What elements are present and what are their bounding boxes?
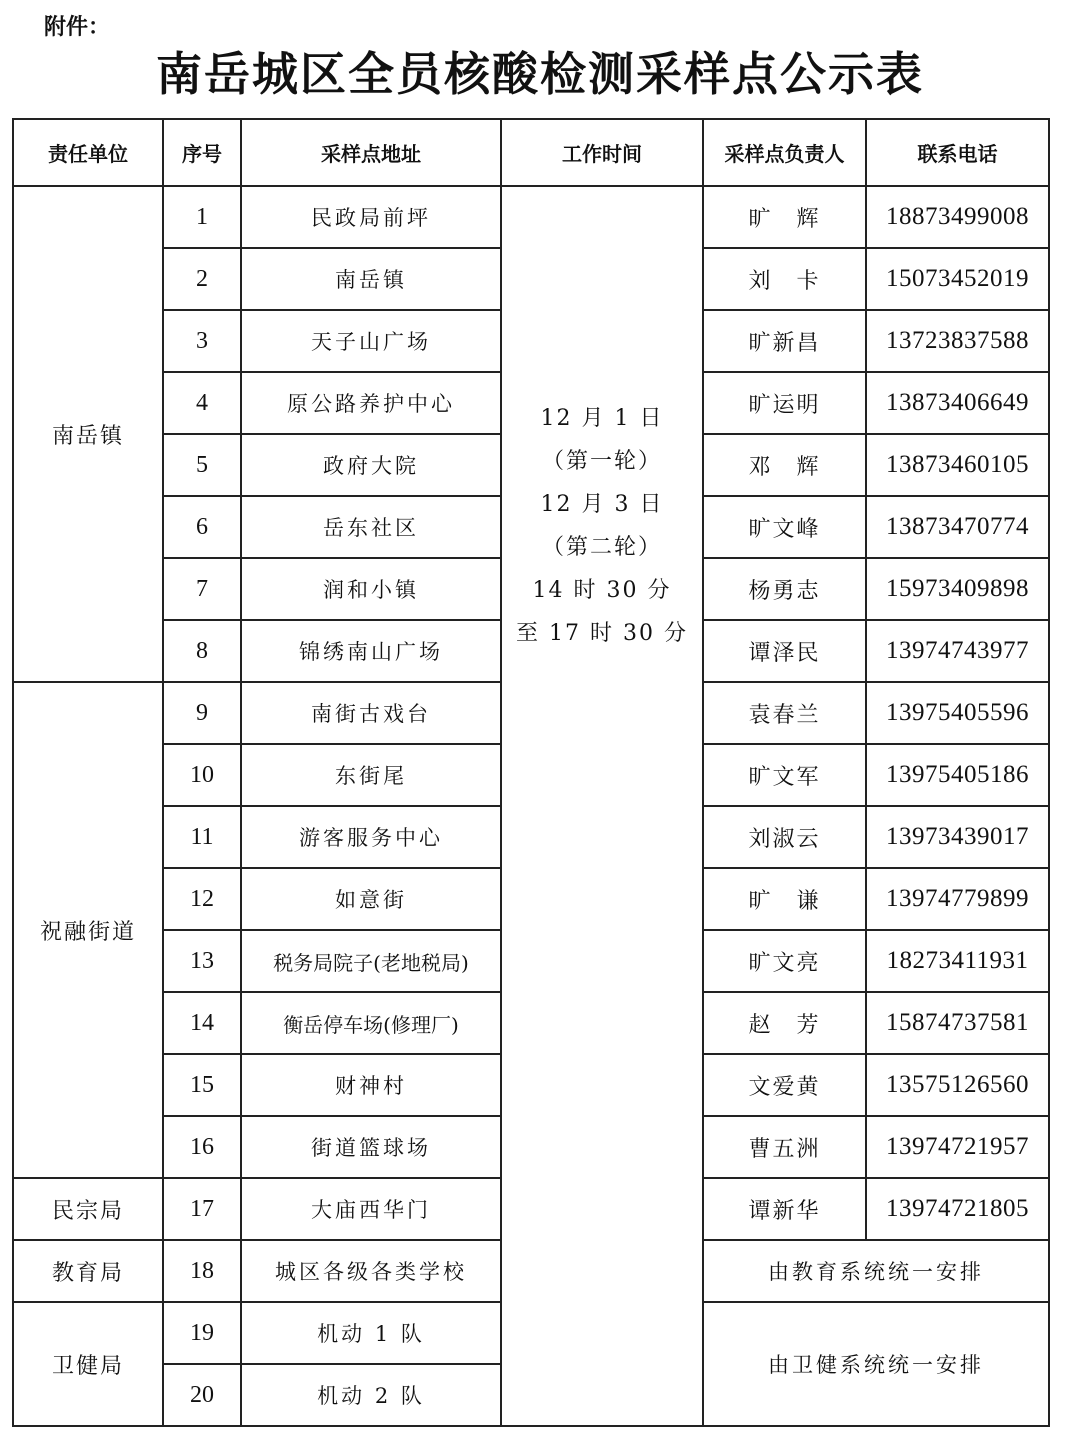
page-title: 南岳城区全员核酸检测采样点公示表 [156, 47, 924, 101]
address-cell: 岳东社区 [241, 496, 501, 558]
phone-cell: 13974743977 [866, 620, 1049, 682]
address-cell: 天子山广场 [241, 310, 501, 372]
address-cell: 大庙西华门 [241, 1178, 501, 1240]
unit-cell-zhurong: 祝融街道 [13, 682, 163, 1178]
person-cell: 赵 芳 [703, 992, 866, 1054]
table-row [13, 186, 1049, 248]
address-cell: 南街古戏台 [241, 682, 501, 744]
phone-cell: 13973439017 [866, 806, 1049, 868]
serial-cell: 11 [163, 806, 241, 868]
unit-cell-jiaoyu: 教育局 [13, 1240, 163, 1302]
serial-cell: 14 [163, 992, 241, 1054]
serial-cell: 1 [163, 186, 241, 248]
phone-cell: 18873499008 [866, 186, 1049, 248]
person-cell: 袁春兰 [703, 682, 866, 744]
unit-cell-nanyue: 南岳镇 [13, 186, 163, 682]
person-cell: 旷文峰 [703, 496, 866, 558]
person-cell: 旷 谦 [703, 868, 866, 930]
attachment-label: 附件： [44, 15, 111, 40]
serial-cell: 9 [163, 682, 241, 744]
sampling-sites-table [12, 118, 1050, 1427]
phone-cell: 18273411931 [866, 930, 1049, 992]
person-cell: 旷文军 [703, 744, 866, 806]
person-cell: 旷新昌 [703, 310, 866, 372]
person-cell: 谭新华 [703, 1178, 866, 1240]
phone-cell: 13974721805 [866, 1178, 1049, 1240]
person-cell: 文爱黄 [703, 1054, 866, 1116]
person-cell: 旷文亮 [703, 930, 866, 992]
header-serial-no: 序号 [163, 119, 241, 186]
address-cell: 机动 2 队 [241, 1364, 501, 1426]
phone-cell: 13873460105 [866, 434, 1049, 496]
phone-cell: 13575126560 [866, 1054, 1049, 1116]
address-cell: 政府大院 [241, 434, 501, 496]
header-responsible-unit: 责任单位 [13, 119, 163, 186]
work-time-line: 至 17 时 30 分 [516, 621, 688, 646]
arrangement-note-cell: 由教育系统统一安排 [703, 1240, 1049, 1302]
serial-cell: 7 [163, 558, 241, 620]
serial-cell: 16 [163, 1116, 241, 1178]
serial-cell: 2 [163, 248, 241, 310]
arrangement-note-cell: 由卫健系统统一安排 [703, 1302, 1049, 1426]
person-cell: 邓 辉 [703, 434, 866, 496]
person-cell: 谭泽民 [703, 620, 866, 682]
person-cell: 旷运明 [703, 372, 866, 434]
header-address: 采样点地址 [241, 119, 501, 186]
phone-cell: 13873470774 [866, 496, 1049, 558]
address-cell: 润和小镇 [241, 558, 501, 620]
address-cell: 税务局院子(老地税局) [241, 930, 501, 992]
work-time-line: 12 月 1 日 [540, 406, 664, 431]
address-cell: 财神村 [241, 1054, 501, 1116]
address-cell: 南岳镇 [241, 248, 501, 310]
serial-cell: 13 [163, 930, 241, 992]
address-cell: 游客服务中心 [241, 806, 501, 868]
header-row [13, 119, 1049, 186]
person-cell: 旷 辉 [703, 186, 866, 248]
address-cell: 城区各级各类学校 [241, 1240, 501, 1302]
address-cell: 东街尾 [241, 744, 501, 806]
person-cell: 曹五洲 [703, 1116, 866, 1178]
person-cell: 刘淑云 [703, 806, 866, 868]
person-cell: 刘 卡 [703, 248, 866, 310]
phone-cell: 13873406649 [866, 372, 1049, 434]
phone-cell: 15874737581 [866, 992, 1049, 1054]
serial-cell: 6 [163, 496, 241, 558]
address-cell: 机动 1 队 [241, 1302, 501, 1364]
serial-cell: 18 [163, 1240, 241, 1302]
serial-cell: 5 [163, 434, 241, 496]
phone-cell: 13723837588 [866, 310, 1049, 372]
serial-cell: 3 [163, 310, 241, 372]
serial-cell: 8 [163, 620, 241, 682]
serial-cell: 19 [163, 1302, 241, 1364]
person-cell: 杨勇志 [703, 558, 866, 620]
serial-cell: 10 [163, 744, 241, 806]
serial-cell: 15 [163, 1054, 241, 1116]
address-cell: 原公路养护中心 [241, 372, 501, 434]
phone-cell: 13975405186 [866, 744, 1049, 806]
serial-cell: 12 [163, 868, 241, 930]
phone-cell: 13974721957 [866, 1116, 1049, 1178]
work-time-line: （第二轮） [541, 535, 662, 560]
phone-cell: 13975405596 [866, 682, 1049, 744]
serial-cell: 20 [163, 1364, 241, 1426]
header-person-in-charge: 采样点负责人 [703, 119, 866, 186]
phone-cell: 15073452019 [866, 248, 1049, 310]
address-cell: 街道篮球场 [241, 1116, 501, 1178]
work-time-line: 12 月 3 日 [540, 492, 664, 517]
phone-cell: 15973409898 [866, 558, 1049, 620]
header-work-time: 工作时间 [501, 119, 703, 186]
address-cell: 如意街 [241, 868, 501, 930]
unit-cell-weijian: 卫健局 [13, 1302, 163, 1426]
address-cell: 民政局前坪 [241, 186, 501, 248]
address-cell: 锦绣南山广场 [241, 620, 501, 682]
work-time-cell [501, 186, 703, 1426]
serial-cell: 17 [163, 1178, 241, 1240]
phone-cell: 13974779899 [866, 868, 1049, 930]
serial-cell: 4 [163, 372, 241, 434]
header-phone: 联系电话 [866, 119, 1049, 186]
unit-cell-minzong: 民宗局 [13, 1178, 163, 1240]
work-time-line: 14 时 30 分 [532, 578, 672, 603]
work-time-line: （第一轮） [541, 449, 662, 474]
address-cell: 衡岳停车场(修理厂) [241, 992, 501, 1054]
